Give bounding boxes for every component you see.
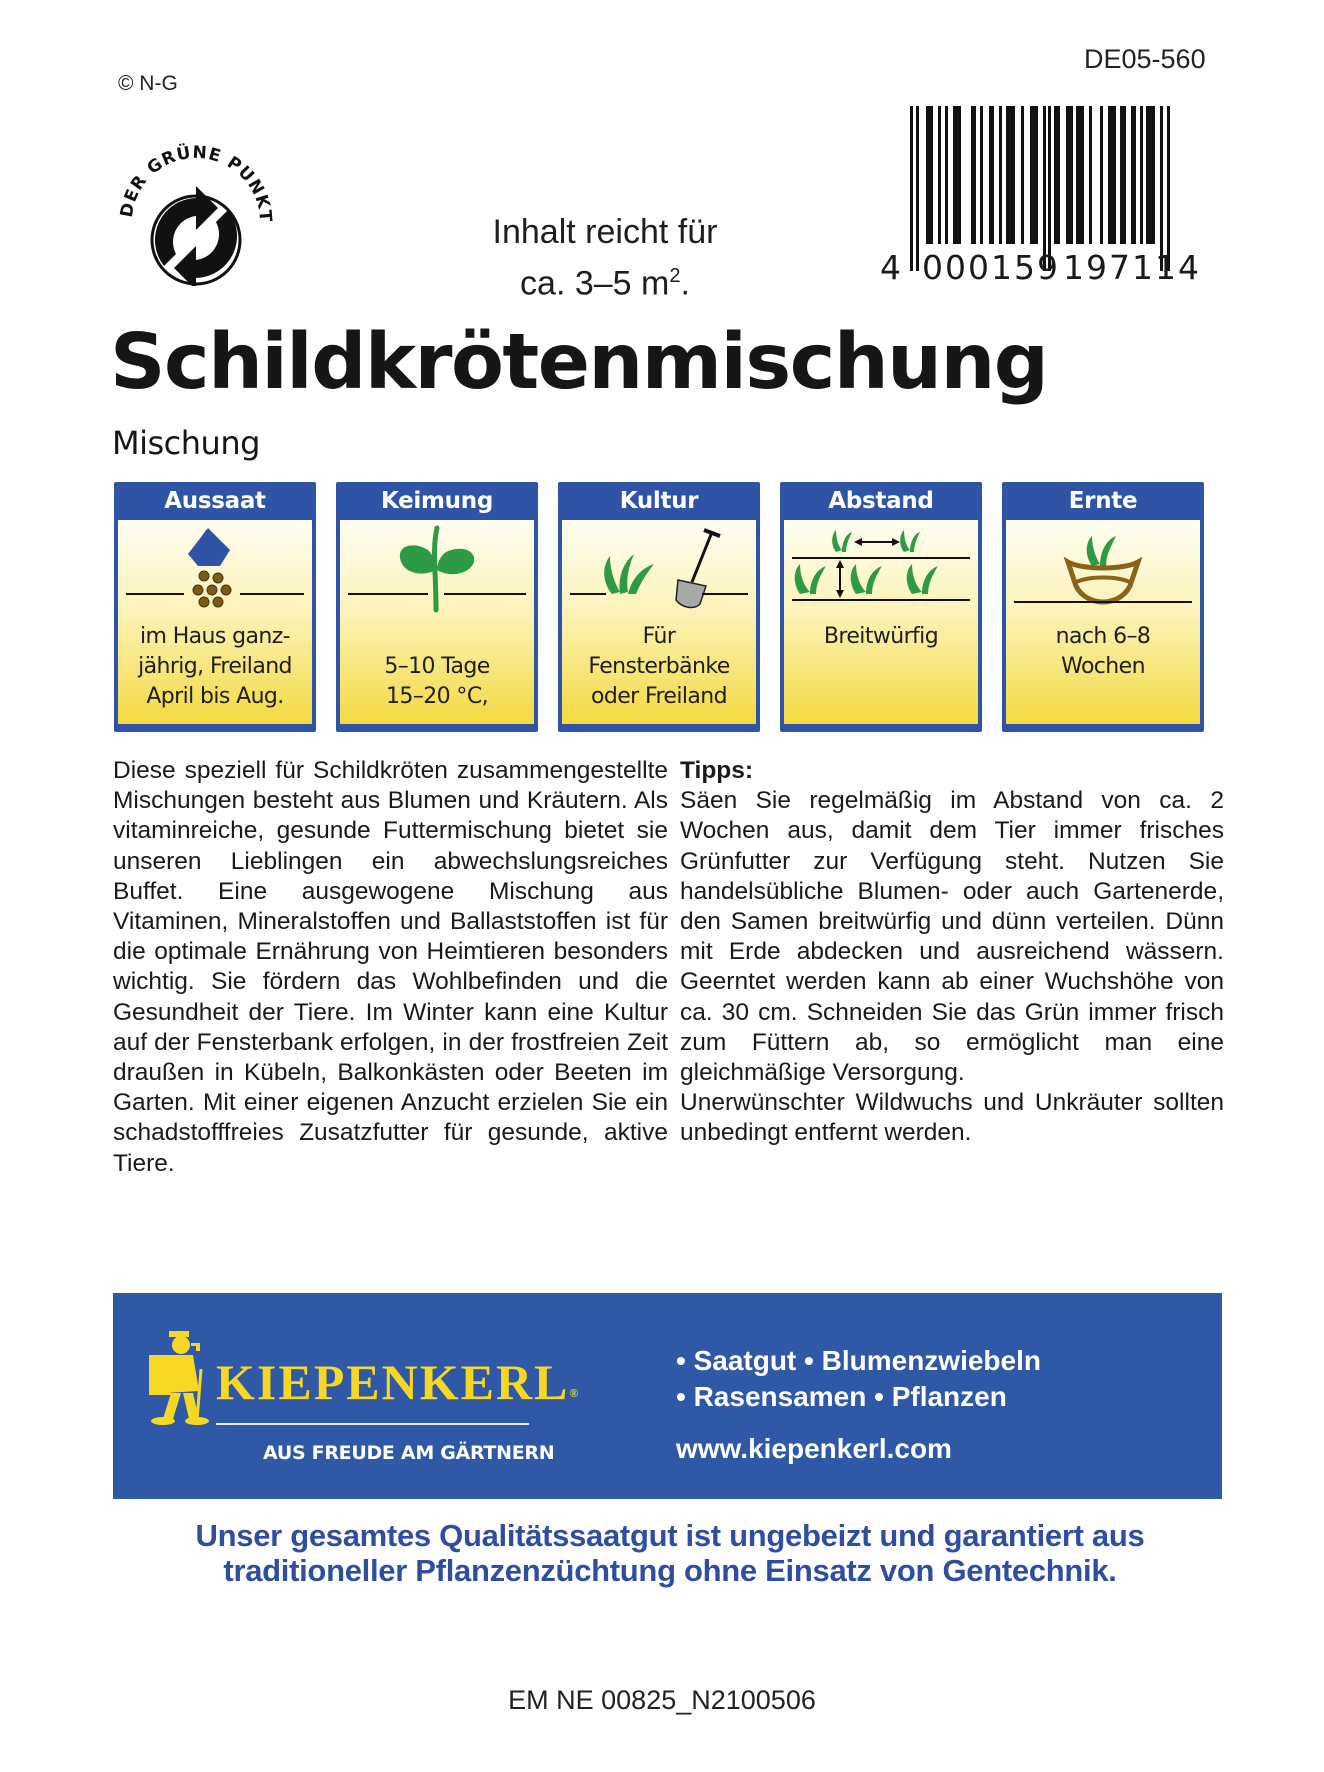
info-box-kultur bbox=[558, 482, 760, 732]
tips-section bbox=[680, 756, 1224, 1149]
brand-products: • Saatgut • Blumenzwiebeln • Rasensamen • Pflanzen bbox=[676, 1345, 1041, 1412]
gruene-punkt-logo bbox=[112, 136, 282, 286]
info-box-abstand bbox=[780, 482, 982, 732]
svg-text:DER GRÜNE PUNKT: DER GRÜNE PUNKT bbox=[116, 142, 276, 224]
info-box-text: nach 6–8 Wochen bbox=[1055, 624, 1151, 679]
brand-divider bbox=[216, 1423, 529, 1425]
info-box-heading: Aussaat bbox=[164, 488, 266, 514]
info-boxes bbox=[114, 482, 1216, 734]
coverage-line-1: Inhalt reicht für bbox=[492, 213, 718, 251]
seedling-icon bbox=[340, 520, 534, 616]
tips-heading: Tipps: bbox=[680, 757, 754, 784]
plant-and-spade-icon bbox=[562, 520, 756, 616]
info-box-text: 5–10 Tage 15–20 °C, bbox=[384, 654, 490, 709]
brand-slogan: AUS FREUDE AM GÄRTNERN bbox=[263, 1442, 555, 1464]
info-box-text: im Haus ganz- jährig, Freiland April bis Aug. bbox=[138, 624, 292, 709]
tips-text-2: Unerwünschter Wildwuchs und Unkräuter sollten unbedingt entfernt werden. bbox=[680, 1089, 1224, 1147]
info-box-aussaat bbox=[114, 482, 316, 732]
info-box-text: Für Fensterbänke oder Freiland bbox=[588, 624, 730, 709]
plant-spacing-icon bbox=[784, 520, 978, 616]
brand-website-link[interactable]: www.kiepenkerl.com bbox=[676, 1433, 952, 1464]
info-box-heading: Abstand bbox=[828, 488, 934, 514]
tips-text: Säen Sie regelmäßig im Abstand von ca. 2 Wochen aus, damit dem Tier immer frisches Grünfutter zur Verfügung steht. Nutzen Sie handelsübliche Blumen- oder auch Gartenerde, den Samen breitwürfig und dünn verteilen. Dünn mit Erde abdecken und ausreichend wässern. Geerntet werden kann ab einer Wuchshöhe von ca. 30 cm. Schneiden Sie das Grün immer frisch zum Füttern ab, so ermöglicht man eine gleichmäßige Versorgung. bbox=[680, 787, 1224, 1087]
article-code: DE05-560 bbox=[1084, 44, 1206, 74]
product-subtitle: Mischung bbox=[112, 424, 260, 462]
recycling-icon bbox=[112, 136, 282, 286]
kiepenkerl-figure-icon bbox=[149, 1321, 213, 1431]
info-box-heading: Kultur bbox=[619, 488, 699, 514]
brand-name: KIEPENKERL® bbox=[216, 1354, 579, 1410]
barcode-number: 4 000159 197114 bbox=[880, 248, 1201, 287]
brand-banner bbox=[113, 1293, 1222, 1499]
quality-statement: Unser gesamtes Qualitätssaatgut ist ungebeizt und garantiert aus traditioneller Pflanzenzüchtung ohne Einsatz von Gentechnik. bbox=[195, 1518, 1145, 1588]
info-box-heading: Ernte bbox=[1068, 488, 1138, 514]
info-box-keimung bbox=[336, 482, 538, 732]
copyright-notice: © N-G bbox=[118, 72, 178, 95]
product-title: Schildkrötenmischung bbox=[110, 318, 1048, 407]
product-description: Diese speziell für Schildkröten zusammengestellte Mischungen besteht aus Blumen und Kräutern. Als vitaminreiche, gesunde Futtermischung bietet sie unseren Lieblingen ein abwechslungsreiches Buffet. Eine ausgewogene Mischung aus Vitaminen, Mineralstoffen und Ballaststoffen ist für die optimale Ernährung von Heimtieren besonders wichtig. Sie fördern das Wohlbefinden und die Gesundheit der Tiere. Im Winter kann eine Kultur auf der Fensterbank erfolgen, in der frostfreien Zeit draußen in Kübeln, Balkonkästen oder Beeten im Garten. Mit einer eigenen Anzucht erzielen Sie ein schadstofffreies Zusatzfutter für gesunde, aktive Tiere. bbox=[113, 757, 668, 1177]
info-box-heading: Keimung bbox=[381, 488, 493, 514]
info-box-text: Breitwürfig bbox=[823, 624, 939, 649]
print-code: EM NE 00825_N2100506 bbox=[508, 1685, 816, 1715]
seed-sowing-icon bbox=[118, 520, 312, 616]
coverage-info bbox=[460, 210, 750, 305]
info-box-ernte bbox=[1002, 482, 1204, 732]
coverage-line-2: ca. 3–5 $m^2$. bbox=[520, 264, 690, 303]
kiepenkerl-mascot bbox=[149, 1321, 213, 1431]
harvest-basket-icon bbox=[1006, 520, 1200, 616]
